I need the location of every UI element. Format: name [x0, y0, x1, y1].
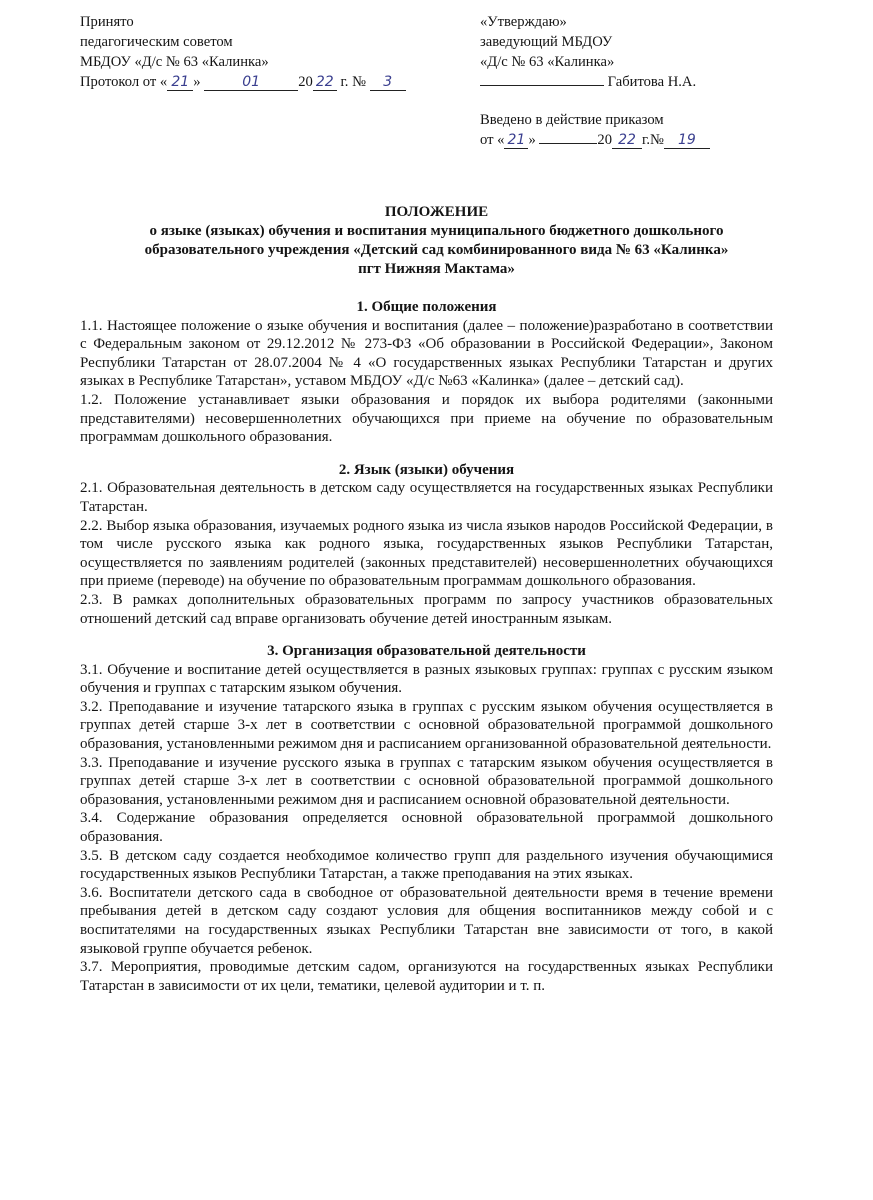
- protocol-line: [80, 72, 460, 92]
- paragraph: 1.2. Положение устанавливает языки образования и порядок их выбора родителями (законными представителями) несовершеннолетних обучающихся при приеме на обучение по образовательным программам дошкольного образования.: [80, 391, 773, 446]
- title-line-2: образовательного учреждения «Детский сад комбинированного вида № 63 «Калинка»: [144, 242, 729, 258]
- paragraph: 3.1. Обучение и воспитание детей осуществляется в разных языковых группах: группах с русским языком обучения и группах с татарским языком обучения.: [80, 661, 773, 697]
- accepted-label: Принято: [80, 14, 134, 30]
- head-label: заведующий МБДОУ: [480, 34, 613, 50]
- order-day: 21: [504, 132, 528, 149]
- protocol-year: 22: [313, 74, 337, 91]
- section-organization: [80, 642, 773, 995]
- protocol-suffix: г. №: [340, 74, 366, 90]
- document-body: [80, 298, 773, 1009]
- protocol-number: 3: [370, 74, 406, 91]
- section-languages: [80, 461, 773, 628]
- order-label: Введено в действие приказом: [480, 112, 664, 128]
- protocol-close-quote: »: [193, 74, 201, 90]
- signature-blank: [480, 85, 604, 86]
- title-line-3: пгт Нижняя Мактама»: [358, 261, 515, 277]
- paragraph: 2.3. В рамках дополнительных образовательных программ по запросу участников образовательных отношений детский сад вправе организовать обучение детей иностранным языкам.: [80, 591, 773, 627]
- section-title: 1. Общие положения: [356, 299, 497, 315]
- protocol-prefix: Протокол от «: [80, 74, 168, 90]
- paragraph: 3.2. Преподавание и изучение татарского языка в группах с русским языком обучения осуществляется в группах детей старше 3-х лет в соответствии с основной образовательной программой дошкольного образования, установленными режимом дня и расписанием организованной образовательной деятельности.: [80, 698, 773, 753]
- paragraph: 1.1. Настоящее положение о языке обучения и воспитания (далее – положение)разработано в соответствии с Федеральным законом от 29.12.2012 № 273-ФЗ «Об образовании в Российской Федерации», Законом Республики Татарстан от 28.07.2004 № 4 «О государственных языках Республики Татарстан и других языках в Республике Татарстан», уставом МБДОУ «Д/с №63 «Калинка» (далее – детский сад).: [80, 317, 773, 390]
- protocol-month: 01: [204, 74, 298, 91]
- approval-block-left: [80, 12, 460, 92]
- approve-label: «Утверждаю»: [480, 14, 567, 30]
- document-title: [80, 203, 793, 279]
- paragraph: 2.2. Выбор языка образования, изучаемых родного языка из числа языков народов Российской Федерации, в том числе русского языка как родного языка, государственных языков Республики Татарстан, осуществляется по заявлениям родителей (законных представителей) несовершеннолетних обучающихся при приеме (переводе) на обучение по образовательным программам дошкольного образования.: [80, 517, 773, 590]
- paragraph: 3.4. Содержание образования определяется основной образовательной программой дошкольного образования.: [80, 810, 773, 846]
- order-number: 19: [664, 132, 710, 149]
- protocol-year-prefix: 20: [298, 74, 313, 90]
- paragraph: 3.5. В детском саду создается необходимое количество групп для раздельного изучения обучающимися государственных языков Республики Татарстан, а также преподавания на этих языках.: [80, 847, 773, 883]
- paragraph: 2.1. Образовательная деятельность в детском саду осуществляется на государственных языках Республики Татарстан.: [80, 480, 773, 515]
- council-label: педагогическим советом: [80, 34, 233, 50]
- protocol-day: 21: [167, 74, 193, 91]
- order-year: 22: [612, 132, 642, 149]
- order-month: [539, 143, 597, 144]
- paragraph: 3.7. Мероприятия, проводимые детским садом, организуются на государственных языках Республики Татарстан в зависимости от их цели, тематики, целевой аудитории и т. п.: [80, 959, 773, 994]
- order-suffix: г.№: [641, 132, 664, 148]
- order-line: [480, 130, 810, 150]
- order-prefix: от «: [480, 132, 505, 148]
- signature-line: [480, 72, 810, 92]
- approval-block-right: [480, 12, 810, 150]
- section-title: 3. Организация образовательной деятельности: [267, 643, 586, 660]
- paragraph: 3.3. Преподавание и изучение русского языка в группах с татарским языком обучения осуществляется в группах детей старше 3-х лет в соответствии с основной образовательной программой дошкольного образования, установленными режимом дня и расписанием основной образовательной деятельности.: [80, 754, 773, 808]
- paragraph: 3.6. Воспитатели детского сада в свободное от образовательной деятельности время в течение времени пребывания детей в детском саду создают условия для общения воспитанников между собой и с воспитателями на государственных языках Республики Татарстан вне зависимости от того, в какой языковой группе обучается ребенок.: [80, 884, 773, 957]
- section-title: 2. Язык (языки) обучения: [338, 461, 515, 478]
- title-line-1: о языке (языках) обучения и воспитания муниципального бюджетного дошкольного: [149, 223, 724, 239]
- head-name: Габитова Н.А.: [607, 74, 697, 90]
- title-heading: ПОЛОЖЕНИЕ: [384, 204, 489, 220]
- institution-label: МБДОУ «Д/с № 63 «Калинка»: [80, 54, 269, 70]
- section-general: [80, 298, 773, 447]
- order-close-quote: »: [528, 132, 536, 148]
- order-year-prefix: 20: [597, 132, 612, 148]
- institution-label-right: «Д/с № 63 «Калинка»: [480, 54, 615, 70]
